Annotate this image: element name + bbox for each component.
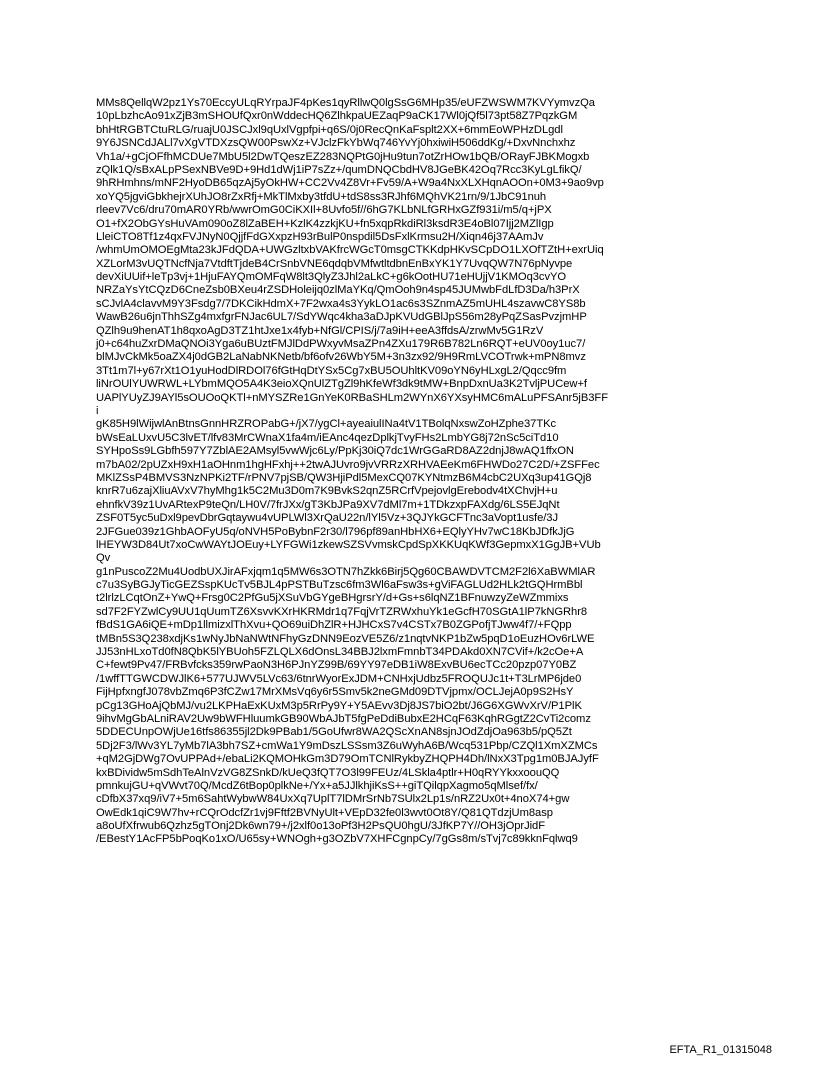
text-line: XZLorM3vUQTNcfNja7VtdftTjdeB4CrSnbVNE6qdqbVMfwtltdbnEnBxYK1Y7UvqQW7N76pNyvpe	[96, 257, 573, 270]
text-line: knrR7u6zajXliuAVxV7hyMhg1k5C2Mu3D0m7K9BvkS2qnZ5RCrfVpejovlgErebodv4tXChvjH+u	[96, 485, 558, 498]
text-line: NRZaYsYtCQzD6CneZsb0BXeu4rZSDHoleijq0zlMaYKq/QmOoh9n4sp45JUMwbFdLfD3Da/h3PrX	[96, 284, 580, 297]
text-line: j0+c64huZxrDMaQNOi3Yga6uBUztFMJlDdPWxyvMsaZPn4ZXu179R6B782Ln6RQT+eUV0oy1uc7/	[96, 338, 586, 351]
text-line: 2JFGue039z1GhbAOFyU5q/oNVH5PoBybnF2r30/l796pf89anHbHX6+EQlyYHv7wC18KbJDfkJjG	[96, 525, 575, 538]
text-line: rleev7Vc6/dru70mAR0YRb/wwrOmG0CiKXIl+8Uvfo5f//6hG7KLbNLfGRHxGZf931i/m5/q+jPX	[96, 204, 552, 217]
text-line: QZlh9u9henAT1h8qxoAgD3TZ1htJxe1x4fyb+NfGl/CPIS/j/7a9iH+eeA3ffdsA/zrwMv5G1RzV	[96, 324, 544, 337]
text-line: pmnkujGU+qVWvt70Q/McdZ6tBop0plkNe+/Yx+a5JJlkhjiKsS++giTQilqpXagmo5qMlsef/fx/	[96, 779, 538, 792]
text-line: fBdS1GA6iQE+mDp1llmizxlThXvu+QO69uiDhZlR+HJHCxS7v4CSTx7B0ZGPofjTJww4f7/+FQpp	[96, 619, 572, 632]
text-line: +qM2GjDWg7OvUPPAd+/ebaLi2KQMOHkGm3D79OmTCNlRykbyZHQPH4Dh/lNxX3Tpg1m0BJAJyfF	[96, 753, 599, 766]
text-line: kxBDividw5mSdhTeAlnVzVG8ZSnkD/kUeQ3fQT7O3l99FEUz/4LSkla4ptlr+H0qRYYkxxoouQQ	[96, 766, 560, 779]
text-line: UAPlYUyZJ9AYl5sOUOoQKTl+nMYSZRe1GnYeK0RBaSHLm2WYnX6YXsyHMC6mALuPFSAnr5jB3FF	[96, 391, 608, 404]
text-line: LleiCTO8Tf1z4qxFVJNyN0QjjfFdGXxpzH93rBulP0nspdil5DsFxlKrmsu2H/Xiqn46j37AAmJv	[96, 230, 544, 243]
text-line: tMBn5S3Q238xdjKs1wNyJbNaNWtNFhyGzDNN9EozVE5Z6/z1nqtvNKP1bZw5pqD1oEuzHOv6rLWE	[96, 632, 595, 645]
text-line: t2lrlzLCqtOnZ+YwQ+Frsg0C2PfGu5jXSuVbGYgeBHgrsrY/d+Gs+s6lqNZ1BFnuwzyZeWZmmixs	[96, 592, 569, 605]
text-line: a8oUfXfrwub6Qzhz5gTOnj2Dk6wn79+/j2xlf0o13oPf3H2PsQU0hgU/3JfKP7Y//OH3jOprJidF	[96, 820, 546, 833]
text-line: sd7F2FYZwlCy9UU1qUumTZ6XsvvKXrHKRMdr1q7FqjVrTZRWxhuYk1eGcfH70SGtA1lP7kNGRhr8	[96, 605, 588, 618]
text-line: MMs8QellqW2pz1Ys70EccyULqRYrpaJF4pKes1qyRllwQ0lgSsG6MHp35/eUFZWSWM7KVYymvzQa	[96, 97, 595, 109]
text-line: /1wffTTGWCDWJlK6+577UJWV5LVc63/6tnrWyorExJDM+CNHxjUdbz5FROQUJc1t+T3LrMP6jde0	[96, 672, 582, 685]
text-line: 10pLbzhcAo91xZjB3mSHOUfQxr0nWddecHQ6ZlhkpaUEZaqP9aCK17Wl0jQf5l73pt58Z7PqzkGM	[96, 110, 578, 123]
text-line: C+fewt9Pv47/FRBvfcks359rwPaoN3H6PJnYZ99B/69YY97eDB1iW8ExvBU6ecTCc20pzp07Y0BZ	[96, 659, 577, 672]
text-line: gK85H9lWijwlAnBtnsGnnHRZROPabG+/jX7/ygCl+ayeaiulINa4tV1TBolqNxswZoHZphe37TKc	[96, 418, 557, 431]
text-line: /whmUmOMOEgMta23kJFdQDA+UWGzltxbVAKfrcWGcT0msgCTKKdpHKvSCpDO1LXOfTZtH+exrUiq	[96, 244, 604, 257]
text-line: g1nPuscoZ2Mu4UodbUXJirAFxjqm1q5MW6s3OTN7hZkk6Birj5Qg60CBAWDVTCM2F2l6XaBWMlAR	[96, 565, 596, 578]
text-line: lHEYW3D84Ut7xoCwWAYtJOEuy+LYFGWi1zkewSZSVvmskCpdSpXKKUqKWf3GepmxX1GgJB+VUb	[96, 538, 601, 551]
text-line: 5DDECUnpOWjUe16tfs86355jl2Dk9PBab1/5GoUfwr8WA2QScXnAN8sjnJOdZdjOa963b5/pQ5Zt	[96, 726, 572, 739]
text-line: m7bA02/2pUZxH9xH1aOHnm1hgHFxhj++2twAJUvro9jvVRRzXRHVAEeKm6FHWDo27C2D/+ZSFFec	[96, 458, 600, 471]
text-line: /EBestY1AcFP5bPoqKo1xO/U65sy+WNOgh+g3OZbV7XHFCgnpCy/7gGs8m/sTvj7c89kknFqlwq9	[96, 833, 578, 846]
text-line: Vh1a/+gCjOFfhMCDUe7MbU5l2DwTQeszEZ283NQPtG0jHu9tun7otZrHOw1bQB/ORayFJBKMogxb	[96, 150, 590, 163]
text-line: liNrOUlYUWRWL+LYbmMQO5A4K3eioXQnUlZTgZl9hKfeWf3dk9tMW+BnpDxnUa3K2TvljPUCew+f	[96, 378, 587, 391]
text-line: Qv	[96, 552, 111, 565]
encoded-text-block	[96, 97, 746, 847]
text-line: bWsEaLUxvU5C3lvET/lfv83MrCWnaX1fa4m/iEAnc4qezDplkjTvyFHs2LmbYG8j72nSc5ciTd10	[96, 431, 559, 444]
text-line: 3Tt1m7l+y67rXt1O1yuHodDlRDOl76fGtHqDtYSx5Cg7xBU5OUhltKV09oYN6yHLxgL2/Qqcc9fm	[96, 364, 567, 377]
text-line: FijHpfxngfJ078vbZmq6P3fCZw17MrXMsVq6y6r5Smv5k2neGMd09DTVjpmx/OCLJejA0p9S2HsY	[96, 686, 574, 699]
text-line: JJ53nHLxoTd0fN8QbK5lYBUoh5FZLQLX6dOnsL34BBJ2lxmFmnbT34PDAkd0XN7CVif+/k2cOe+A	[96, 646, 584, 659]
text-line: O1+fX2ObGYsHuVAm090oZ8lZaBEH+KzlK4zzkjKU+fn5xqpRkdiRl3ksdR3E4oBl07Ijj2MZlIgp	[96, 217, 554, 230]
text-line: cDfbX37xq9/iV7+5m6SahtWybwW84UxXq7UplT7lDMrSrNb7SUlx2Lp1s/nRZ2Ux0t+4noX74+gw	[96, 793, 570, 806]
text-line: zQlk1Q/sBxALpPSexNBVe9D+9Hd1dWj1iP7sZz+/qumDNQCbdHV8JGeBK42Oq7Rcc3KyLgLfikQ/	[96, 163, 582, 176]
text-line: ZSF0T5yc5uDxl9pevDbrGqtaywu4vUPLWl3XrQaU22n/lYl5Vz+3QJYkGCFTnc3aVopt1usfe/3J	[96, 512, 559, 525]
text-line: SYHpoSs9LGbfh597Y7ZblAE2AMsyl5vwWjc6Ly/PpKj30iQ7dc1WrGGaRD8AZ2dnjJ8wAQ1ffxON	[96, 445, 574, 458]
text-line: 9hRHmhns/mNF2HyoDB65qzAj5yOkHW+CC2Vv4Z8Vr+Fv59/A+W9a4NxXLXHqnAOOn+0M3+9ao9vp	[96, 177, 604, 190]
text-line: sCJvlA4clavvM9Y3Fsdg7/7DKCikHdmX+7F2wxa4s3YykLO1ac6s3SZnmAZ5mUHL4szavwC8YS8b	[96, 297, 586, 310]
text-line: ehnfkV39z1UvARtexP9teQn/LH0V/7frJXx/gT3KbJPa9XV7dMl7m+1TDkzxpFAXdg/6LS5EJqNt	[96, 498, 560, 511]
text-line: 9ihvMgGbALniRAV2Uw9bWFHluumkGB90WbAJbT5fgPeDdiBubxE2HCqF63KqhRGgtZ2CvTi2comz	[96, 712, 591, 725]
text-line: devXiUUif+leTp3vj+1HjuFAYQmOMFqW8lt3QlyZ3Jhl2aLkC+g6kOotHU71eHUjjV1KMOq3cvYO	[96, 271, 567, 284]
text-line: i	[96, 404, 99, 417]
text-line: blMJvCkMk5oaZX4j0dGB2LaNabNKNetb/bf6ofv26WbY5M+3n3zx92/9H9RmLVCOTrwk+mPN8mvz	[96, 351, 586, 364]
text-line: OwEdk1qiC9W7hv+rCQrOdcfZr1vj9Fftf2BVNyUlt+VEpD32fe0l3wvt0Ot8Y/Q81QTdzjUm8asp	[96, 806, 553, 819]
text-line: c7u3SyBGJyTicGEZSspKUcTv5BJL4pPSTBuTzsc6fm3Wl6aFsw3s+gViFAGLUd2HLk2tGQHrmBbl	[96, 579, 583, 592]
text-line: 5Dj2F3/lWv3YL7yMb7lA3bh7SZ+cmWa1Y9mDszLSSsm3Z6uWyhA6B/Wcq531Pbp/CZQl1XmXZMCs	[96, 739, 598, 752]
text-line: xoYQ5jgviGbkhejrXUhJO8rZxRfj+MkTlMxby3tfdU+tdS8ss3RJhf6MQhVK21rn/9/1JbC91nuh	[96, 190, 547, 203]
text-line: pCg13GHoAjQbMJ/vu2LKPHaExKUxM3p5RrPy9Y+Y5AEvv3Dj8JS7biO2bt/J6G6XGWvXrV/P1PlK	[96, 699, 582, 712]
document-id-footer: EFTA_R1_01315048	[669, 1044, 772, 1056]
text-line: 9Y6JSNCdJALl7vXgVTDXzsQW00PswXz+VJclzFkYbWq746YvYj0hxiwiH506ddKg/+DxvNnchxhz	[96, 137, 576, 150]
text-line: MKlZSsP4BMVS3NzNPKi2TF/rPNV7pjSB/QW3HjiPdl5MexCQ07KYNtmzB6M4cbC2UXq3up41GQj8	[96, 471, 592, 484]
text-line: WawB26u6jnThhSZg4mxfgrFNJac6UL7/SdYWqc4kha3aDJpKVUdGBlJpS56m28yPqZSasPvzjmHP	[96, 311, 587, 324]
text-line: bhHtRGBTCtuRLG/ruajU0JSCJxl9qUxlVgpfpi+q6S/0j0RecQnKaFsplt2XX+6mmEoWPHzDLgdl	[96, 123, 563, 136]
